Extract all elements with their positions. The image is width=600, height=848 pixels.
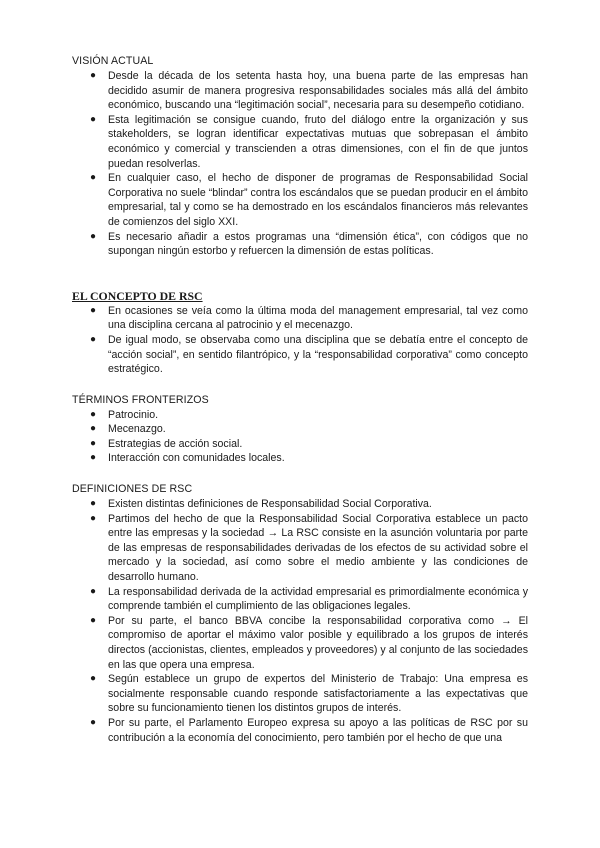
- bullet-list: [72, 497, 528, 745]
- list-item: ● Existen distintas definiciones de Responsabilidad Social Corporativa.: [90, 498, 432, 511]
- bullet-icon: ●: [90, 452, 97, 464]
- spacer: [72, 377, 528, 393]
- spacer: [72, 259, 528, 289]
- section-heading-terminos-fronterizos: TÉRMINOS FRONTERIZOS: [72, 393, 209, 406]
- list-item: ● Es necesario añadir a estos programas una “dimensión ética”, con códigos que no supongan ningún estorbo y refuercen la dimensión de estas políticas.: [90, 230, 528, 258]
- list-item: ● Esta legitimación se consigue cuando, fruto del diálogo entre la organización y sus stakeholders, se logran identificar expectativas mutuas que sobrepasan el ámbito económico y comercial y transcienden a otras dimensiones, con el fin de que juntos puedan resolverlas.: [90, 113, 528, 170]
- list-item: ● Por su parte, el Parlamento Europeo expresa su apoyo a las políticas de RSC por su contribución a la economía del conocimiento, pero también por el hecho de que una: [90, 716, 528, 744]
- spacer: [72, 466, 528, 482]
- bullet-list: [72, 304, 528, 377]
- list-item: ● Por su parte, el banco BBVA concibe la responsabilidad corporativa como → El compromiso de aportar el máximo valor posible y equilibrado a los grupos de interés directos (accionistas, clientes, empleados y proveedores) y al conjunto de las sociedades en las que opera una empresa.: [90, 614, 528, 671]
- bullet-icon: ●: [90, 172, 97, 184]
- section-heading-concepto-rsc: EL CONCEPTO DE RSC: [72, 288, 203, 303]
- list-item: ● Desde la década de los setenta hasta hoy, una buena parte de las empresas han decidido asumir de manera progresiva responsabilidades sociales más allá del ámbito económico, buscando una “legitimación social”, necesaria para su desempeño cotidiano.: [90, 70, 528, 112]
- bullet-icon: ●: [90, 70, 97, 81]
- bullet-icon: ●: [90, 716, 97, 728]
- bullet-icon: ●: [90, 614, 97, 626]
- list-item: ● Mecenazgo.: [90, 423, 166, 436]
- bullet-icon: ●: [90, 673, 97, 685]
- list-item: ● La responsabilidad derivada de la actividad empresarial es primordialmente económica y comprende también el cumplimiento de las obligaciones legales.: [90, 585, 528, 613]
- bullet-icon: ●: [90, 408, 97, 420]
- bullet-icon: ●: [90, 333, 97, 345]
- bullet-icon: ●: [90, 512, 97, 524]
- list-item: ● Interacción con comunidades locales.: [90, 452, 285, 465]
- bullet-icon: ●: [90, 498, 97, 510]
- bullet-icon: ●: [90, 585, 97, 597]
- list-item: ● Estrategias de acción social.: [90, 437, 243, 450]
- bullet-list: [72, 69, 528, 259]
- bullet-icon: ●: [90, 304, 97, 316]
- list-item: ● En ocasiones se veía como la última moda del management empresarial, tal vez como una disciplina cercana al patrocinio y el mecenazgo.: [90, 304, 528, 332]
- bullet-icon: ●: [90, 113, 97, 125]
- list-item: ● De igual modo, se observaba como una disciplina que se debatía entre el concepto de “acción social”, en sentido filantrópico, y la “responsabilidad corporativa” como concepto estratégico.: [90, 333, 528, 376]
- bullet-list: [72, 408, 528, 466]
- section-heading-definiciones-rsc: DEFINICIONES DE RSC: [72, 483, 193, 496]
- list-item: ● En cualquier caso, el hecho de disponer de programas de Responsabilidad Social Corporativa no suele “blindar” contra los escándalos que se puedan producir en el ámbito empresarial, tal y como se ha demostrado en los escándalos financieros más relevantes de comienzos del siglo XXI.: [90, 172, 528, 228]
- bullet-icon: ●: [90, 230, 97, 242]
- list-item: ● Partimos del hecho de que la Responsabilidad Social Corporativa establece un pacto entre las empresas y la sociedad → La RSC consiste en la asunción voluntaria por parte de las empresas de responsabilidades derivadas de los efectos de su actividad sobre el mercado y la sociedad, así como sobre el medio ambiente y las condiciones de desarrollo humano.: [90, 512, 528, 584]
- bullet-icon: ●: [90, 423, 97, 435]
- section-heading-vision-actual: VISIÓN ACTUAL: [72, 55, 154, 67]
- bullet-icon: ●: [90, 437, 97, 449]
- list-item: ● Patrocinio.: [90, 408, 159, 421]
- list-item: ● Según establece un grupo de expertos del Ministerio de Trabajo: Una empresa es socialmente responsable cuando responde satisfactoriamente a las expectativas que sobre su funcionamiento tienen los distintos grupos de interés.: [90, 673, 528, 715]
- document-page: [72, 54, 528, 745]
